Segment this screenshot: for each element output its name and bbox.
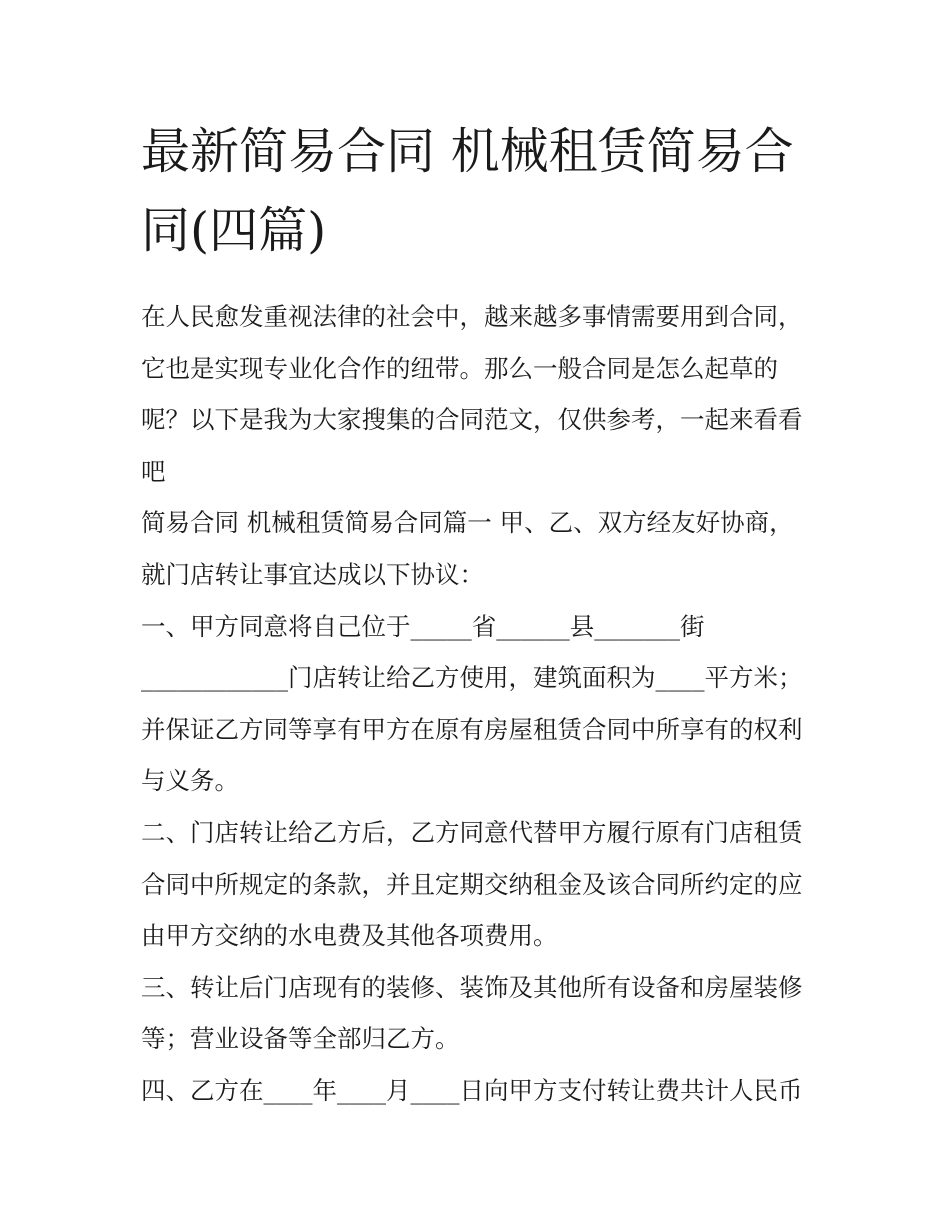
paragraph-line: 由甲方交纳的水电费及其他各项费用。 xyxy=(141,921,558,951)
paragraph-line: 就门店转让事宜达成以下协议： xyxy=(141,559,484,589)
title-line: 最新简易合同 机械租赁简易合 xyxy=(141,123,794,180)
paragraph-line: 三、转让后门店现有的装修、装饰及其他所有设备和房屋装修 xyxy=(141,972,803,1002)
paragraph-line: 在人民愈发重视法律的社会中，越来越多事情需要用到合同， xyxy=(141,302,803,331)
document-body xyxy=(141,291,813,1117)
document-title xyxy=(141,112,813,270)
paragraph-line: 并保证乙方同等享有甲方在原有房屋租赁合同中所享有的权利 xyxy=(141,714,803,744)
paragraph-line: ____________门店转让给乙方使用，建筑面积为____平方米； xyxy=(141,663,803,693)
paragraph-line: 一、甲方同意将自己位于_____省______县_______街 xyxy=(141,611,705,641)
paragraph-line: 简易合同 机械租赁简易合同篇一 甲、乙、双方经友好协商， xyxy=(141,508,794,538)
title-line: 同(四篇) xyxy=(141,202,327,259)
paragraph-line: 四、乙方在____年____月____日向甲方支付转让费共计人民币 xyxy=(141,1075,803,1105)
paragraph-line: 二、门店转让给乙方后，乙方同意代替甲方履行原有门店租赁 xyxy=(141,817,803,847)
paragraph-line: 呢？以下是我为大家搜集的合同范文，仅供参考，一起来看看 xyxy=(141,405,803,435)
paragraph-line: 合同中所规定的条款，并且定期交纳租金及该合同所约定的应 xyxy=(141,869,803,899)
paragraph-line: 吧 xyxy=(141,456,166,486)
paragraph-line: 与义务。 xyxy=(141,766,239,796)
paragraph-line: 它也是实现专业化合作的纽带。那么一般合同是怎么起草的 xyxy=(141,353,778,383)
paragraph-line: 等；营业设备等全部归乙方。 xyxy=(141,1024,460,1054)
document-page xyxy=(141,112,813,1117)
